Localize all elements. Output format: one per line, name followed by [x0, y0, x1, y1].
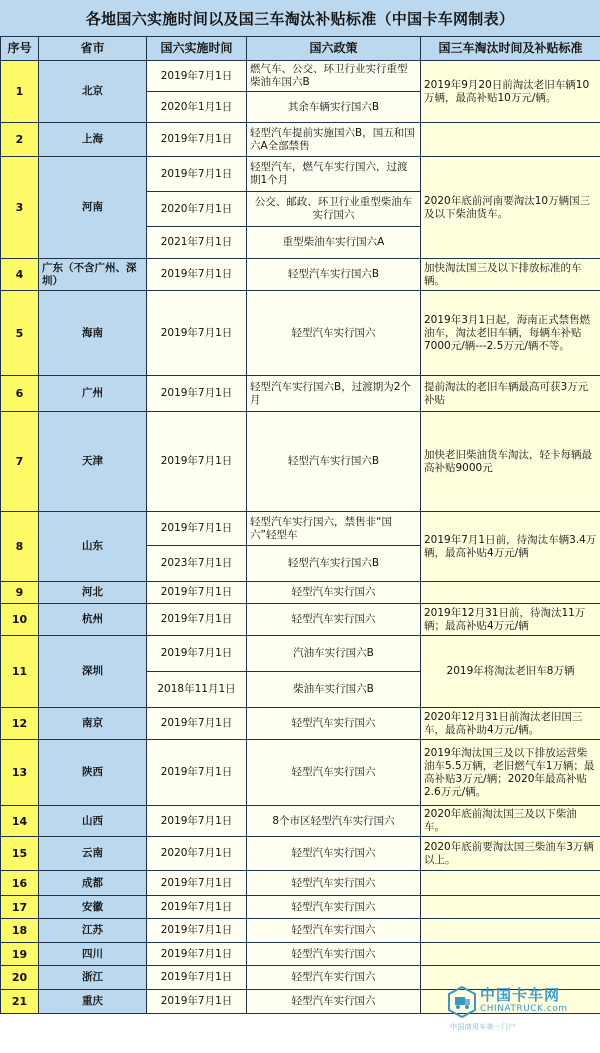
date-cell: 2020年7月1日 — [147, 192, 247, 227]
province-cell: 河南 — [39, 157, 147, 259]
policy-cell: 轻型汽车实行国六B — [247, 546, 421, 582]
policy-cell: 轻型汽车实行国六 — [247, 740, 421, 806]
table-row — [1, 123, 600, 157]
policy-cell: 轻型汽车实行国六 — [247, 943, 421, 966]
province-cell: 海南 — [39, 291, 147, 376]
date-cell: 2019年7月1日 — [147, 943, 247, 966]
policy-cell: 轻型汽车实行国六 — [247, 291, 421, 376]
province-cell: 安徽 — [39, 896, 147, 919]
date-cell: 2019年7月1日 — [147, 123, 247, 157]
date-cell: 2020年1月1日 — [147, 92, 247, 123]
row-number: 6 — [1, 376, 39, 412]
table-row — [1, 512, 600, 546]
row-number: 8 — [1, 512, 39, 582]
province-cell: 山东 — [39, 512, 147, 582]
row-number: 9 — [1, 582, 39, 604]
policy-cell: 8个市区轻型汽车实行国六 — [247, 806, 421, 837]
subsidy-cell: 2019年12月31日前，待淘汰11万辆；最高补贴4万元/辆 — [421, 604, 600, 636]
date-cell: 2019年7月1日 — [147, 740, 247, 806]
table-row — [1, 412, 600, 512]
subsidy-cell: 2020年12月31日前淘汰老旧国三车，最高补助4万元/辆。 — [421, 708, 600, 740]
policy-cell: 其余车辆实行国六B — [247, 92, 421, 123]
row-number: 7 — [1, 412, 39, 512]
row-number: 21 — [1, 990, 39, 1014]
date-cell: 2023年7月1日 — [147, 546, 247, 582]
policy-cell: 轻型汽车实行国六 — [247, 582, 421, 604]
policy-cell: 轻型汽车实行国六 — [247, 896, 421, 919]
date-cell: 2019年7月1日 — [147, 708, 247, 740]
policy-cell: 轻型汽车，燃气车实行国六，过渡期1个月 — [247, 157, 421, 192]
row-number: 16 — [1, 871, 39, 896]
policy-cell: 轻型汽车实行国六 — [247, 990, 421, 1014]
header-no: 序号 — [1, 37, 39, 61]
policy-cell: 轻型汽车实行国六 — [247, 871, 421, 896]
date-cell: 2020年7月1日 — [147, 837, 247, 871]
header-province: 省市 — [39, 37, 147, 61]
date-cell: 2019年7月1日 — [147, 966, 247, 990]
subsidy-cell — [421, 871, 600, 896]
table-row — [1, 376, 600, 412]
table-row — [1, 990, 600, 1014]
table-row — [1, 943, 600, 966]
policy-cell: 轻型汽车实行国六B — [247, 259, 421, 291]
date-cell: 2018年11月1日 — [147, 672, 247, 708]
table-body — [1, 61, 600, 1014]
date-cell: 2019年7月1日 — [147, 990, 247, 1014]
row-number: 1 — [1, 61, 39, 123]
table-row — [1, 919, 600, 943]
date-cell: 2019年7月1日 — [147, 259, 247, 291]
date-cell: 2019年7月1日 — [147, 806, 247, 837]
province-cell: 四川 — [39, 943, 147, 966]
subsidy-cell: 2019年淘汰国三及以下排放运营柴油车5.5万辆，老旧燃气车1万辆；最高补贴3万元/辆；2020年最高补贴2.6万元/辆。 — [421, 740, 600, 806]
table-row — [1, 896, 600, 919]
row-number: 12 — [1, 708, 39, 740]
table-row — [1, 157, 600, 192]
policy-cell: 柴油车实行国六B — [247, 672, 421, 708]
subsidy-cell: 2020年底前淘汰国三及以下柴油车。 — [421, 806, 600, 837]
province-cell: 陕西 — [39, 740, 147, 806]
date-cell: 2019年7月1日 — [147, 512, 247, 546]
date-cell: 2019年7月1日 — [147, 291, 247, 376]
watermark-en: CHINATRUCK.com — [480, 1004, 568, 1014]
row-number: 5 — [1, 291, 39, 376]
date-cell: 2019年7月1日 — [147, 871, 247, 896]
subsidy-cell — [421, 966, 600, 990]
header-date: 国六实施时间 — [147, 37, 247, 61]
subsidy-cell — [421, 919, 600, 943]
date-cell: 2019年7月1日 — [147, 157, 247, 192]
header-policy: 国六政策 — [247, 37, 421, 61]
subsidy-cell: 加快老旧柴油货车淘汰，轻卡每辆最高补贴9000元 — [421, 412, 600, 512]
province-cell: 成都 — [39, 871, 147, 896]
subsidy-cell: 2019年7月1日前，待淘汰车辆3.4万辆，最高补贴4万元/辆 — [421, 512, 600, 582]
province-cell: 天津 — [39, 412, 147, 512]
header-row — [1, 37, 600, 61]
date-cell: 2019年7月1日 — [147, 412, 247, 512]
province-cell: 重庆 — [39, 990, 147, 1014]
date-cell: 2019年7月1日 — [147, 582, 247, 604]
row-number: 3 — [1, 157, 39, 259]
table-row — [1, 61, 600, 92]
date-cell: 2019年7月1日 — [147, 376, 247, 412]
province-cell: 南京 — [39, 708, 147, 740]
province-cell: 北京 — [39, 61, 147, 123]
province-cell: 广州 — [39, 376, 147, 412]
table-row — [1, 837, 600, 871]
subsidy-cell: 加快淘汰国三及以下排放标准的车辆。 — [421, 259, 600, 291]
row-number: 4 — [1, 259, 39, 291]
table-row — [1, 636, 600, 672]
policy-table — [0, 36, 600, 1014]
subsidy-cell: 2020年底前河南要淘汰10万辆国三及以下柴油货车。 — [421, 157, 600, 259]
row-number: 19 — [1, 943, 39, 966]
table-row — [1, 291, 600, 376]
table-row — [1, 708, 600, 740]
table-row — [1, 582, 600, 604]
subsidy-cell — [421, 990, 600, 1014]
policy-cell: 轻型汽车实行国六 — [247, 708, 421, 740]
subsidy-cell: 2019年3月1日起，海南正式禁售燃油车，淘汰老旧车辆，每辆车补贴7000元/辆---2.5万元/辆不等。 — [421, 291, 600, 376]
policy-cell: 重型柴油车实行国六A — [247, 227, 421, 259]
row-number: 18 — [1, 919, 39, 943]
date-cell: 2021年7月1日 — [147, 227, 247, 259]
province-cell: 广东（不含广州、深圳） — [39, 259, 147, 291]
subsidy-cell: 2019年将淘汰老旧车8万辆 — [421, 636, 600, 708]
row-number: 14 — [1, 806, 39, 837]
province-cell: 江苏 — [39, 919, 147, 943]
watermark-cn: 中国卡车网 — [480, 986, 561, 1004]
subsidy-cell: 提前淘汰的老旧车辆最高可获3万元补贴 — [421, 376, 600, 412]
row-number: 10 — [1, 604, 39, 636]
subsidy-cell: 2019年9月20日前淘汰老旧车辆10万辆，最高补贴10万元/辆。 — [421, 61, 600, 123]
province-cell: 杭州 — [39, 604, 147, 636]
row-number: 13 — [1, 740, 39, 806]
header-subsidy: 国三车淘汰时间及补贴标准 — [421, 37, 600, 61]
table-row — [1, 740, 600, 806]
policy-cell: 汽油车实行国六B — [247, 636, 421, 672]
subsidy-cell — [421, 896, 600, 919]
policy-cell: 轻型汽车提前实施国六B，国五和国六A全部禁售 — [247, 123, 421, 157]
province-cell: 山西 — [39, 806, 147, 837]
row-number: 17 — [1, 896, 39, 919]
table-title: 各地国六实施时间以及国三车淘汰补贴标准（中国卡车网制表） — [0, 0, 600, 37]
row-number: 2 — [1, 123, 39, 157]
date-cell: 2019年7月1日 — [147, 896, 247, 919]
watermark-sub: 中国商用车第一门户 — [450, 1023, 516, 1031]
date-cell: 2019年7月1日 — [147, 636, 247, 672]
row-number: 20 — [1, 966, 39, 990]
subsidy-cell — [421, 123, 600, 157]
table-row — [1, 806, 600, 837]
policy-cell: 轻型汽车实行国六，禁售非“国六”轻型车 — [247, 512, 421, 546]
province-cell: 深圳 — [39, 636, 147, 708]
table-row — [1, 259, 600, 291]
row-number: 11 — [1, 636, 39, 708]
province-cell: 上海 — [39, 123, 147, 157]
policy-cell: 燃气车、公交、环卫行业实行重型柴油车国六B — [247, 61, 421, 92]
policy-cell: 轻型汽车实行国六B — [247, 412, 421, 512]
date-cell: 2019年7月1日 — [147, 604, 247, 636]
subsidy-cell — [421, 582, 600, 604]
policy-cell: 轻型汽车实行国六 — [247, 966, 421, 990]
table-row — [1, 604, 600, 636]
table-row — [1, 966, 600, 990]
table-row — [1, 871, 600, 896]
province-cell: 浙江 — [39, 966, 147, 990]
date-cell: 2019年7月1日 — [147, 919, 247, 943]
province-cell: 河北 — [39, 582, 147, 604]
row-number: 15 — [1, 837, 39, 871]
subsidy-cell: 2020年底前要淘汰国三柴油车3万辆以上。 — [421, 837, 600, 871]
policy-cell: 轻型汽车实行国六 — [247, 919, 421, 943]
policy-cell: 轻型汽车实行国六B，过渡期为2个月 — [247, 376, 421, 412]
policy-cell: 轻型汽车实行国六 — [247, 604, 421, 636]
policy-cell: 轻型汽车实行国六 — [247, 837, 421, 871]
province-cell: 云南 — [39, 837, 147, 871]
policy-cell: 公交、邮政、环卫行业重型柴油车实行国六 — [247, 192, 421, 227]
subsidy-cell — [421, 943, 600, 966]
date-cell: 2019年7月1日 — [147, 61, 247, 92]
